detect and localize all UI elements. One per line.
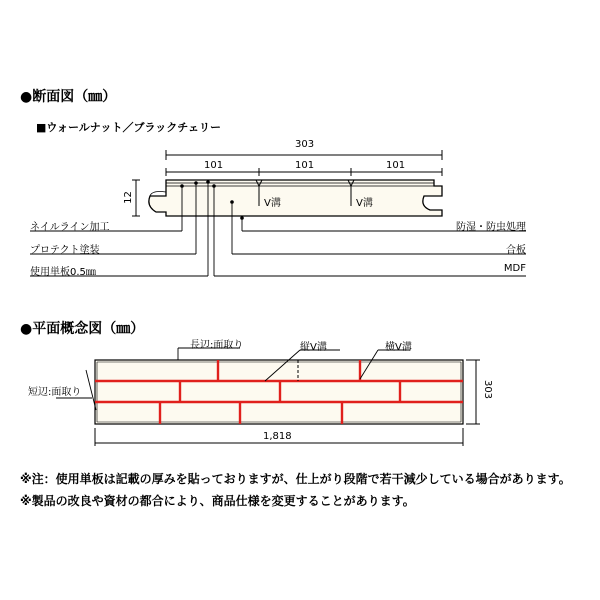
segment-width-label-1: 101	[204, 160, 224, 171]
segment-width-label-3: 101	[386, 160, 406, 171]
cross-section-title: ●断面図（㎜）	[20, 89, 117, 105]
note-veneer-thickness: ※注：使用単板は記載の厚みを貼っておりますが、仕上がり段階で若干減少している場合があります。	[20, 472, 571, 486]
left-label-veneer: 使用単板0.5㎜	[30, 267, 96, 278]
note-spec-change: ※製品の改良や資材の都合により、商品仕様を変更することがあります。	[20, 494, 415, 508]
left-label-protect-coat: プロテクト塗装	[30, 245, 100, 256]
length-label: 1,818	[263, 431, 292, 442]
right-label-mdf: MDF	[503, 263, 526, 274]
width-dimension	[466, 360, 480, 424]
segment-width-label-2: 101	[295, 160, 315, 171]
total-width-label: 303	[295, 139, 315, 150]
plan-title: ●平面概念図（㎜）	[20, 321, 145, 337]
horizontal-groove-label: 横V溝	[385, 342, 412, 353]
product-name: ■ウォールナット／ブラックチェリー	[36, 121, 221, 134]
v-groove-label-2: V溝	[356, 198, 373, 209]
thickness-label: 12	[122, 191, 134, 204]
width-label: 303	[482, 379, 494, 400]
short-edge-label: 短辺:面取り	[28, 387, 82, 398]
long-edge-label: 長辺:面取り	[190, 340, 244, 351]
right-label-moisture-insect: 防湿・防虫処理	[456, 222, 526, 233]
v-groove-label-1: V溝	[264, 198, 281, 209]
left-label-nail-line: ネイルライン加工	[30, 222, 110, 233]
vertical-groove-label: 縦V溝	[300, 342, 327, 353]
right-label-plywood: 合板	[506, 245, 526, 256]
